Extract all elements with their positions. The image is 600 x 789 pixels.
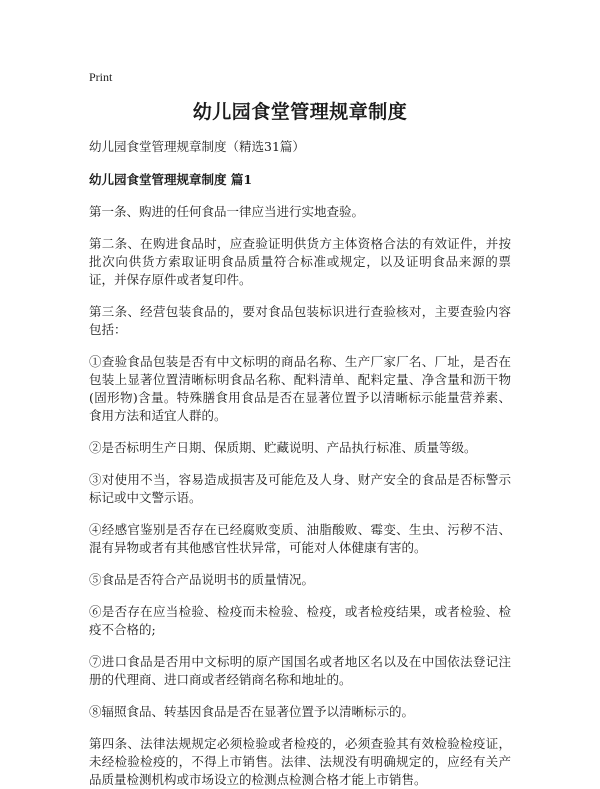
paragraph-item-7: ⑦进口食品是否用中文标明的原产国国名或者地区名以及在中国依法登记注册的代理商、进口商或者经销商名称和地址的。 bbox=[89, 654, 511, 687]
section-heading: 幼儿园食堂管理规章制度 篇1 bbox=[89, 172, 253, 187]
paragraph-item-2: ②是否标明生产日期、保质期、贮藏说明、产品执行标准、质量等级。 bbox=[89, 440, 477, 455]
paragraph-item-4: ④经感官鉴别是否存在已经腐败变质、油脂酸败、霉变、生虫、污秽不洁、混有异物或者有其他感官性状异常，可能对人体健康有害的。 bbox=[89, 522, 511, 555]
document-subtitle: 幼儿园食堂管理规章制度（精选31篇） bbox=[89, 139, 305, 154]
paragraph-item-1: ①查验食品包装是否有中文标明的商品名称、生产厂家厂名、厂址，是否在包装上显著位置清晰标明食品名称、配料清单、配料定量、净含量和沥干物(固形物)含量。特殊膳食用食品是否在显著位置予以清晰标示能量营养素、食用方法和适宜人群的。 bbox=[89, 354, 511, 423]
paragraph-item-6: ⑥是否存在应当检验、检疫而未检验、检疫，或者检疫结果，或者检验、检疫不合格的; bbox=[89, 604, 511, 637]
paragraph-article-1: 第一条、购进的任何食品一律应当进行实地查验。 bbox=[89, 204, 365, 219]
paragraph-item-8: ⑧辐照食品、转基因食品是否在显著位置予以清晰标示的。 bbox=[89, 704, 415, 719]
paragraph-article-3: 第三条、经营包装食品的，要对食品包装标识进行查验核对，主要查验内容包括： bbox=[89, 304, 511, 337]
print-link[interactable]: Print bbox=[89, 70, 113, 84]
paragraph-article-2: 第二条、在购进食品时，应查验证明供货方主体资格合法的有效证件，并按批次向供货方索取证明食品质量符合标准或规定，以及证明食品来源的票证，并保存原件或者复印件。 bbox=[89, 236, 511, 287]
document-title: 幼儿园食堂管理规章制度 bbox=[192, 101, 408, 123]
paragraph-item-5: ⑤食品是否符合产品说明书的质量情况。 bbox=[89, 572, 315, 587]
paragraph-item-3: ③对使用不当，容易造成损害及可能危及人身、财产安全的食品是否标警示标记或中文警示语。 bbox=[89, 472, 511, 505]
paragraph-article-4: 第四条、法律法规规定必须检验或者检疫的，必须查验其有效检验检疫证，未经检验检疫的，不得上市销售。法律、法规没有明确规定的，应经有关产品质量检测机构或市场设立的检测点检测合格才能上市销售。 bbox=[89, 736, 511, 787]
